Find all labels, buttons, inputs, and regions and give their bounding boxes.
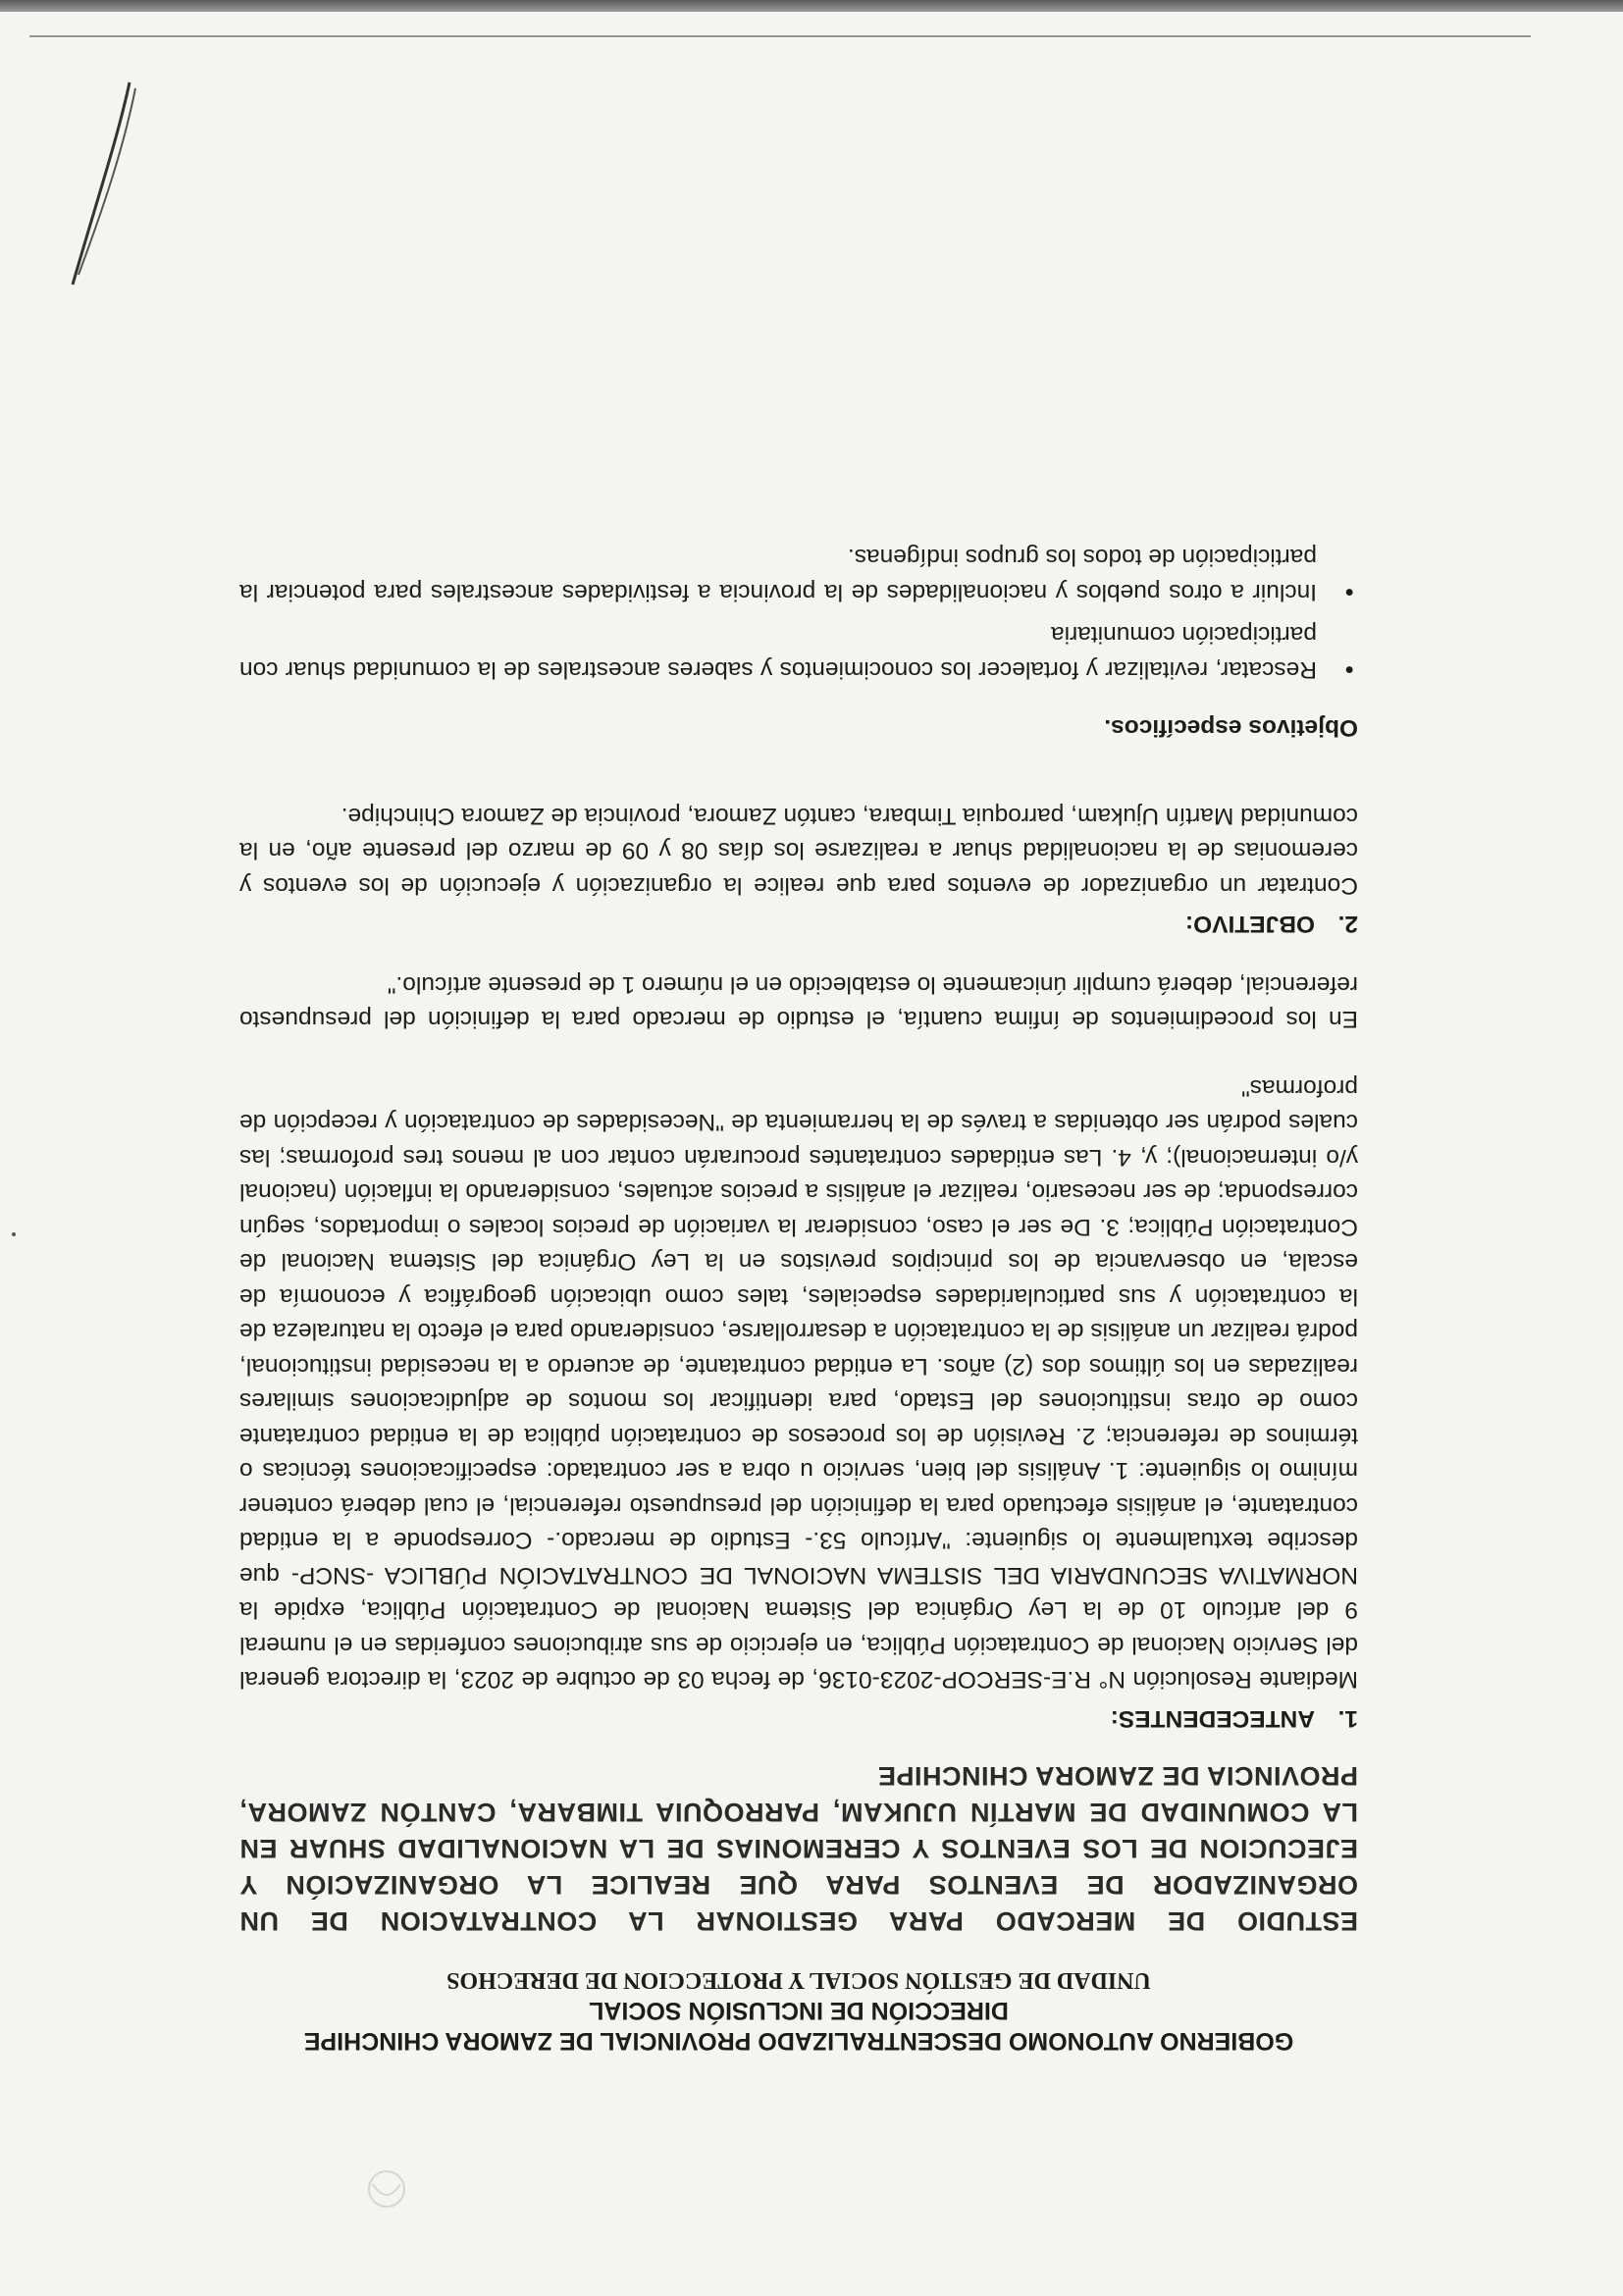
list-item: ● Incluir a otros pueblos y nacionalidades de la provincia a festividades ancestrales para potenciar la participación de todos los grupos indígenas. [239, 540, 1317, 609]
section-heading-objetivos-especificos: Objetivos específicos. [1104, 714, 1358, 742]
org-direction: DIRECCIÓN DE INCLUSIÓN SOCIAL [589, 1997, 1009, 2024]
org-unit: UNIDAD DE GESTIÓN SOCIAL Y PROTECCION DE DERECHOS [446, 1967, 1151, 1993]
section-number: 1. [1337, 1705, 1358, 1732]
document-header [239, 1964, 1358, 2056]
antecedentes-paragraph: En los procedimientos de ínfima cuantía, el estudio de mercado para la definición del presupuesto referencial, deberá cumplir únicamente lo establecido en el número 1 de presente artículo." [239, 971, 1358, 1033]
section-number: 2. [1337, 911, 1358, 938]
institution-logo-icon [357, 2165, 416, 2214]
section-heading-antecedentes [239, 1701, 1358, 1737]
document-title: ESTUDIO DE MERCADO PARA GESTIONAR LA CONTRATACION DE UN ORGANIZADOR DE EVENTOS PARA QUE REALICE LA ORGANIZACIÓN Y EJECUCION DE LOS EVENTOS Y CEREMONIAS DE LA NACIONALIDAD SHUAR EN LA COMUNIDAD DE MARTÍN UJUKAM, PARROQUIA TIMBARA, CANTÓN ZAMORA, PROVINCIA DE ZAMORA CHINCHIPE [239, 1761, 1358, 1936]
antecedentes-paragraph: Mediante Resolución N° R.E-SERCOP-2023-0136, de fecha 03 de octubre de 2023, la directora general del Servicio Nacional de Contratación Pública, en ejercicio de sus atribuciones conferidas en el numeral 9 del artículo 10 de la Ley Orgánica del Sistema Nacional de Contratación Pública, expide la NORMATIVA SECUNDARIA DEL SISTEMA NACIONAL DE CONTRATACIÓN PÚBLICA -SNCP- que describe textualmente lo siguiente: "Artículo 53.- Estudio de mercado.- Corresponde a la entidad contratante, el análisis efectuado para la definición del presupuesto referencial, el cual deberá contener mínimo lo siguiente: 1. Análisis del bien, servicio u obra a ser contratado: especificaciones técnicas o términos de referencia; 2. Revisión de los procesos de contratación pública de la entidad contratante como de otras instituciones del Estado, para identificar los montos de adjudicaciones similares realizadas en los últimos dos (2) años. La entidad contratante, de acuerdo a la necesidad institucional, podrá realizar un análisis de la contratación a desarrollarse, considerando para el efecto la naturaleza de la contratación y sus particularidades especiales, tales como ubicación geográfica y economía de escala, en observancia de los principios previstos en la Ley Orgánica del Sistema Nacional de Contratación Pública; 3. De ser el caso, considerar la variación de precios locales o importados, según corresponda; de ser necesario, realizar el análisis a precios actuales, considerando la inflación (nacional y/o internacional); y, 4. Las entidades contratantes procurarán contar con al menos tres proformas; las cuales podrán ser obtenidas a través de la herramienta de "Necesidades de contratación y recepción de proformas" [239, 1074, 1358, 1694]
section-title: ANTECEDENTES: [1110, 1705, 1315, 1732]
org-name: GOBIERNO AUTONOMO DESCENTRALIZADO PROVINCIAL DE ZAMORA CHINCHIPE [303, 2027, 1294, 2055]
objetivo-paragraph: Contratar un organizador de eventos para que realice la organización y ejecución de los eventos y ceremonias de la nacionalidad shuar a realizarse los días 08 y 09 de marzo del presente año, en la comunidad Martín Ujukam, parroquia Timbara, cantón Zamora, provincia de Zamora Chinchipe. [239, 803, 1358, 899]
objetivos-list [239, 540, 1358, 687]
section-title: OBJETIVO: [1184, 911, 1315, 938]
document-body [239, 532, 1358, 2056]
section-heading-objetivo [239, 907, 1358, 942]
list-item: ● Rescatar, revitalizar y fortalecer los conocimientos y saberes ancestrales de la comunidad shuar con participación comunitaria [239, 617, 1317, 687]
